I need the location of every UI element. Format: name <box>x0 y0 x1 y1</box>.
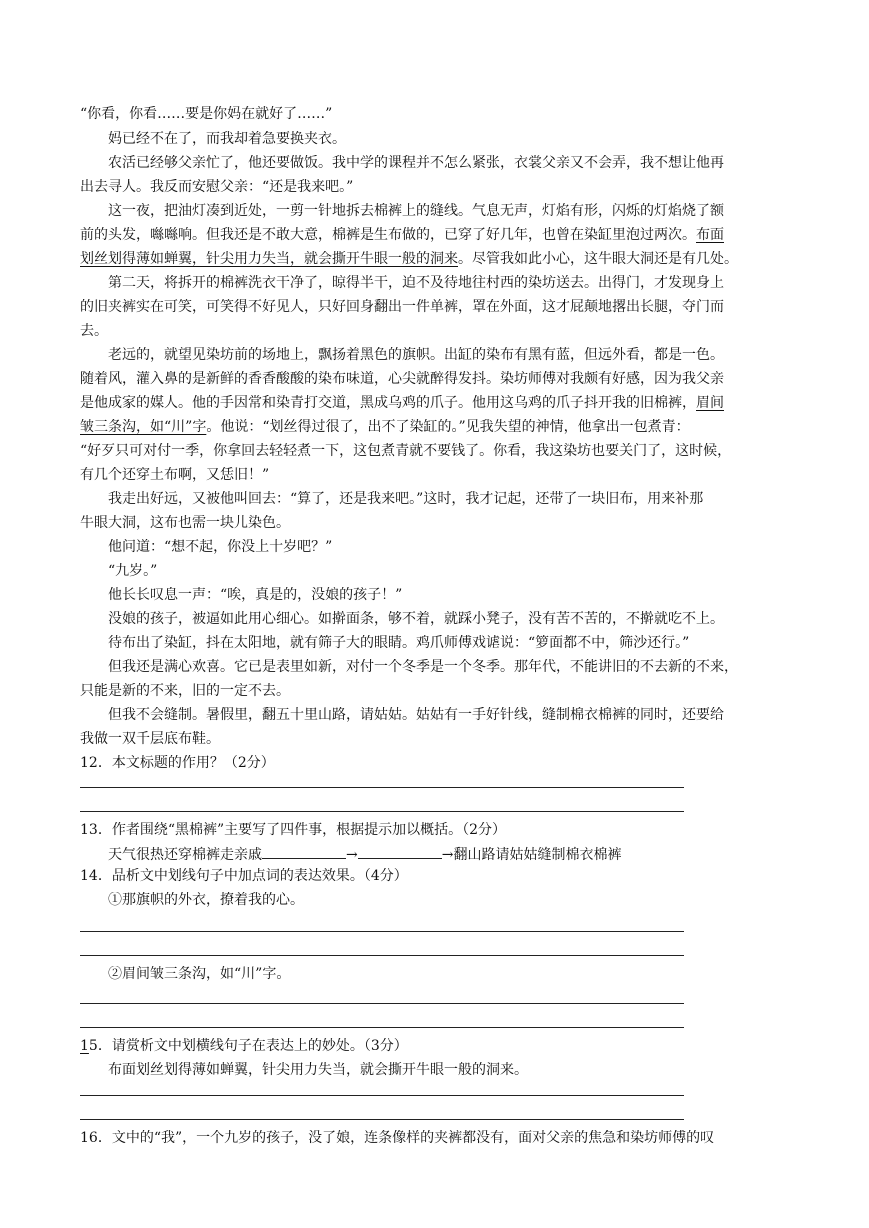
answer-line[interactable] <box>80 1003 684 1004</box>
underlined-sentence: 眉间 <box>696 395 724 411</box>
answer-line[interactable] <box>80 787 684 788</box>
paragraph-line: “你看，你看……要是你妈在就好了……” <box>80 106 333 122</box>
question-14: 14．品析文中划线句子中加点词的表达效果。（4分） <box>80 868 408 884</box>
paragraph-line: “好歹只可对付一季，你拿回去轻轻煮一下，这包煮青就不要钱了。你看，我这染坊也要关门了，这时候， <box>80 443 732 459</box>
paragraph-line: 我走出好远，又被他叫回去：“算了，还是我来吧。”这时，我才记起，还带了一块旧布，用来补那 <box>108 491 704 507</box>
paragraph-line: “九岁。” <box>108 563 158 579</box>
answer-blank[interactable] <box>358 846 442 859</box>
paragraph-line <box>80 419 792 435</box>
text-segment: 。尽管我如此小心，这牛眼大洞还是有几处。 <box>458 251 738 267</box>
question-12: 12．本文标题的作用？（2分） <box>80 755 275 771</box>
text-segment: 。他说：“划丝得过很了，出不了染缸的。”见我失望的神情，他拿出一包煮青： <box>206 419 690 435</box>
paragraph-line: 没娘的孩子，被逼如此用心细心。如擀面条，够不着，就踩小凳子，没有苦不苦的，不擀就吃不上。 <box>108 611 724 627</box>
paragraph-line: 他问道：“想不起，你没上十岁吧？” <box>108 539 333 555</box>
paragraph-line <box>80 227 792 243</box>
event-4: 翻山路请姑姑缝制棉衣棉裤 <box>453 847 622 862</box>
answer-line[interactable] <box>80 1027 684 1028</box>
question-14-item-1 <box>108 892 792 908</box>
paragraph-line: 只能是新的不来，旧的一定不去。 <box>80 683 290 699</box>
question-15-sentence: 布面划丝划得薄如蝉翼，针尖用力失当，就会撕开牛眼一般的洞来。 <box>108 1062 528 1078</box>
text-segment: ②眉间 <box>108 966 150 982</box>
arrow-icon: → <box>346 847 358 862</box>
question-13-chain <box>108 846 792 862</box>
text-segment: 前的头发，噝噝响。但我还是不敢大意，棉裤是生布做的，已穿了好几年，也曾在染缸里泡过两次。 <box>80 227 696 243</box>
text-segment: 着我的心。 <box>234 892 304 908</box>
question-number: 1 <box>80 1038 89 1054</box>
dotted-word: 皱 <box>150 966 164 982</box>
paragraph-line: 待布出了染缸，抖在太阳地，就有筛子大的眼睛。鸡爪师傅戏谑说：“箩面都不中，筛沙还行。” <box>108 635 690 651</box>
answer-line[interactable] <box>80 811 684 812</box>
paragraph-line: 老远的，就望见染坊前的场地上，飘扬着黑色的旗帜。出缸的染布有黑有蓝，但远外看，都是一色。 <box>108 347 724 363</box>
question-text: 5．请赏析文中划横线句子在表达上的妙处。（3分） <box>88 1038 408 1054</box>
paragraph-line <box>80 395 792 411</box>
paragraph-line: 妈已经不在了，而我却着急要换夹衣。 <box>108 131 346 147</box>
answer-line[interactable] <box>80 955 684 956</box>
underlined-sentence: 布面 <box>696 227 724 243</box>
paragraph-line: 的旧夹裤实在可笑，可笑得不好见人，只好回身翻出一件单裤，罩在外面，这才屁颠地撂出长腿，夺门而 <box>80 299 724 315</box>
paragraph-line: 随着风，灌入鼻的是新鲜的香香酸酸的染布味道，心尖就醉得发抖。染坊师傅对我颇有好感，因为我父亲 <box>80 371 724 387</box>
arrow-icon: → <box>441 847 454 862</box>
question-14-item-2 <box>108 966 792 982</box>
paragraph-line: 出去寻人。我反而安慰父亲：“还是我来吧。” <box>80 179 354 195</box>
paragraph-line: 去。 <box>80 323 108 339</box>
underlined-sentence: 皱三条沟，如“川”字 <box>80 419 207 435</box>
answer-line[interactable] <box>80 1095 684 1096</box>
paragraph-line: 农活已经够父亲忙了，他还要做饭。我中学的课程并不怎么紧张，衣裳父亲又不会弄，我不想让他再 <box>108 155 724 171</box>
text-segment: 是他成家的媒人。他的手因常和染青打交道，黑成乌鸡的爪子。他用这乌鸡的爪子抖开我的旧棉裤， <box>80 395 696 411</box>
paragraph-line: 这一夜，把油灯凑到近处，一剪一针地拆去棉裤上的缝线。气息无声，灯焰有形，闪烁的灯焰烧了额 <box>108 203 724 219</box>
event-1: 天气很热还穿棉裤走亲戚 <box>108 847 262 862</box>
dotted-word: 撩 <box>220 892 234 908</box>
paragraph-line: 但我不会缝制。暑假里，翻五十里山路，请姑姑。姑姑有一手好针线，缝制棉衣棉裤的同时，还要给 <box>108 707 724 723</box>
question-13: 13．作者围绕“黑棉裤”主要写了四件事，根据提示加以概括。（2分） <box>80 822 507 838</box>
question-15 <box>80 1038 792 1054</box>
text-segment: ①那旗帜的外衣， <box>108 892 220 908</box>
paragraph-line: 但我还是满心欢喜。它已是表里如新，对付一个冬季是一个冬季。那年代，不能讲旧的不去新的不来， <box>108 659 738 675</box>
answer-blank[interactable] <box>262 846 346 859</box>
text-segment: 三条沟，如“川”字。 <box>164 966 291 982</box>
paragraph-line: 他长长叹息一声：“唉，真是的，没娘的孩子！” <box>108 587 403 603</box>
paragraph-line: 第二天，将拆开的棉裤洗衣干净了，晾得半干，迫不及待地往村西的染坊送去。出得门，才发现身上 <box>108 275 724 291</box>
question-16: 16．文中的“我”，一个九岁的孩子，没了娘，连条像样的夹裤都没有，面对父亲的焦急和染坊师傅的叹 <box>80 1130 715 1146</box>
answer-line[interactable] <box>80 931 684 932</box>
underlined-sentence: 划丝划得薄如蝉翼，针尖用力失当，就会撕开牛眼一般的洞来 <box>80 251 458 267</box>
paragraph-line: 牛眼大洞，这布也需一块儿染色。 <box>80 515 290 531</box>
answer-line[interactable] <box>80 1119 684 1120</box>
paragraph-line: 我做一双千层底布鞋。 <box>80 731 220 747</box>
paragraph-line: 有几个还穿土布啊，又恁旧！” <box>80 467 270 483</box>
paragraph-line <box>80 251 792 267</box>
